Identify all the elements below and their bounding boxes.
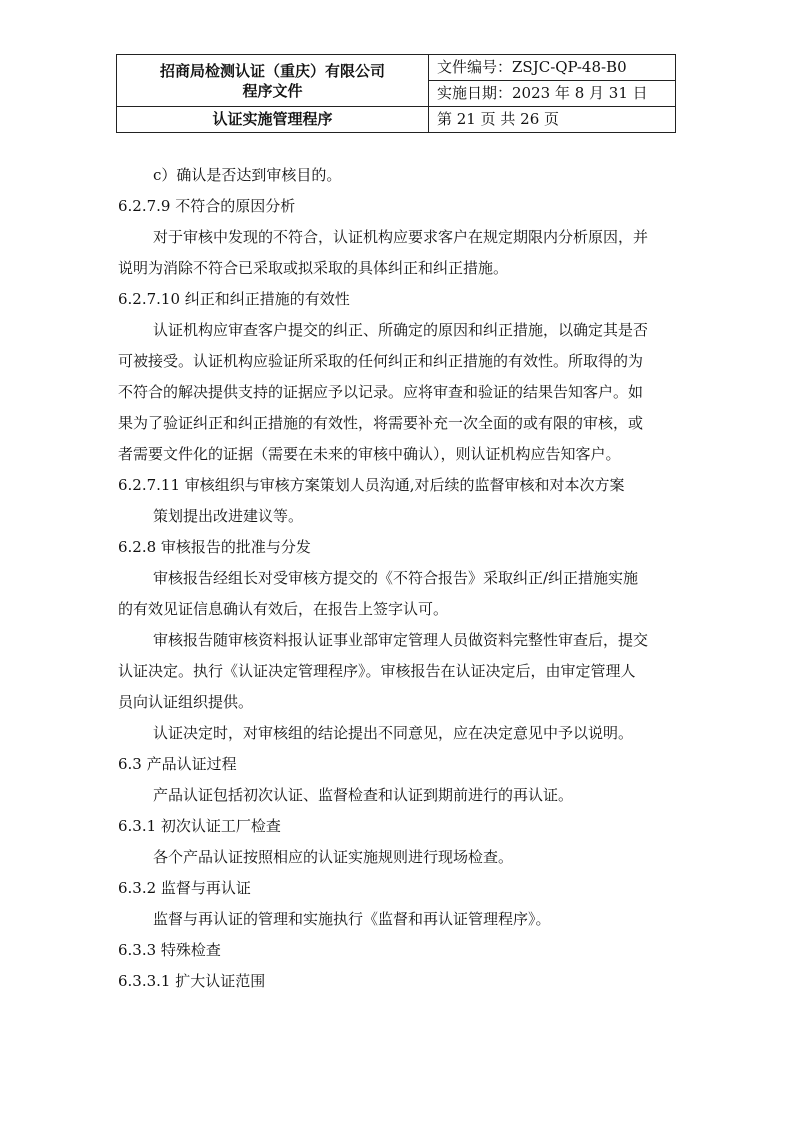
section-heading-6-3-1: 6.3.1 初次认证工厂检查 — [118, 817, 281, 835]
paragraph-line: 各个产品认证按照相应的认证实施规则进行现场检查。 — [153, 848, 514, 866]
paragraph-line: 认证决定。执行《认证决定管理程序》。审核报告在认证决定后，由审定管理人 — [118, 662, 636, 680]
section-heading-6-2-7-11: 6.2.7.11 审核组织与审核方案策划人员沟通,对后续的监督审核和对本次方案 — [118, 476, 625, 494]
paragraph-line: 监督与再认证的管理和实施执行《监督和再认证管理程序》。 — [153, 910, 551, 928]
document-title: 认证实施管理程序 — [117, 107, 429, 133]
section-heading-6-3-2: 6.3.2 监督与再认证 — [118, 879, 251, 897]
document-type: 程序文件 — [242, 81, 303, 100]
section-heading-6-2-7-10: 6.2.7.10 纠正和纠正措施的有效性 — [118, 290, 350, 308]
paragraph-line: 产品认证包括初次认证、监督检查和认证到期前进行的再认证。 — [153, 786, 574, 804]
paragraph-line: 认证机构应审查客户提交的纠正、所确定的原因和纠正措施，以确定其是否 — [153, 321, 649, 339]
section-heading-6-3: 6.3 产品认证过程 — [118, 755, 237, 773]
document-number: 文件编号：ZSJC-QP-48-B0 — [429, 55, 676, 81]
paragraph-line: 审核报告经组长对受审核方提交的《不符合报告》采取纠正/纠正措施实施 — [153, 569, 639, 587]
paragraph-line: 果为了验证纠正和纠正措施的有效性，将需要补充一次全面的或有限的审核，或 — [118, 414, 644, 432]
list-item-c: c）确认是否达到审核目的。 — [153, 166, 342, 184]
paragraph-line: 策划提出改进建议等。 — [153, 507, 304, 525]
section-heading-6-3-3-1: 6.3.3.1 扩大认证范围 — [118, 972, 266, 990]
section-heading-6-3-3: 6.3.3 特殊检查 — [118, 941, 221, 959]
section-heading-6-2-7-9: 6.2.7.9 不符合的原因分析 — [118, 197, 296, 215]
effective-date: 实施日期：2023 年 8 月 31 日 — [429, 81, 676, 107]
company-name: 招商局检测认证（重庆）有限公司 — [159, 61, 385, 80]
paragraph-line: 对于审核中发现的不符合，认证机构应要求客户在规定期限内分析原因，并 — [153, 228, 649, 246]
paragraph-line: 审核报告随审核资料报认证事业部审定管理人员做资料完整性审查后，提交 — [153, 631, 649, 649]
paragraph-line: 的有效见证信息确认有效后，在报告上签字认可。 — [118, 600, 449, 618]
document-header-table — [116, 54, 676, 133]
paragraph-line: 说明为消除不符合已采取或拟采取的具体纠正和纠正措施。 — [118, 259, 509, 277]
paragraph-line: 可被接受。认证机构应验证所采取的任何纠正和纠正措施的有效性。所取得的为 — [118, 352, 644, 370]
page-number: 第 21 页 共 26 页 — [429, 107, 676, 133]
paragraph-line: 员向认证组织提供。 — [118, 693, 254, 711]
paragraph-line: 者需要文件化的证据（需要在未来的审核中确认），则认证机构应告知客户。 — [118, 445, 621, 463]
paragraph-line: 认证决定时，对审核组的结论提出不同意见，应在决定意见中予以说明。 — [153, 724, 634, 742]
section-heading-6-2-8: 6.2.8 审核报告的批准与分发 — [118, 538, 311, 556]
paragraph-line: 不符合的解决提供支持的证据应予以记录。应将审查和验证的结果告知客户。如 — [118, 383, 644, 401]
document-body — [118, 160, 683, 997]
company-cell — [117, 55, 429, 107]
